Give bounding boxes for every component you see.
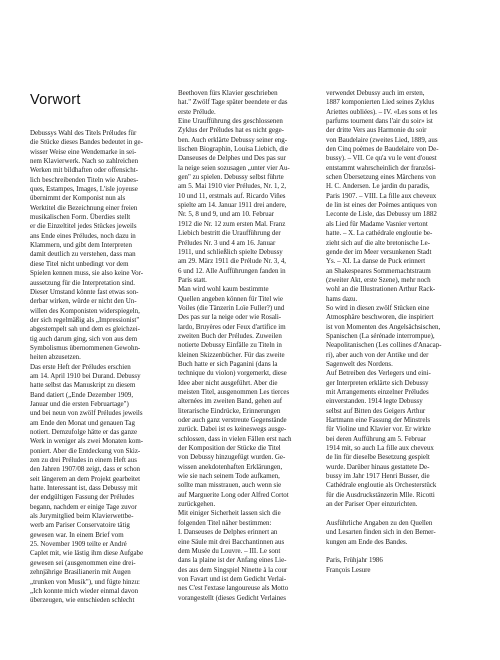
text-line (326, 509, 469, 518)
text-line: H. C. Andersen. Le jardin du paradis, (326, 182, 430, 191)
text-line: lich beschreibenden Titeln wie Arabes- (30, 175, 139, 184)
text-line: einverstanden. 1914 legte Debussy (326, 397, 423, 406)
text-line: ans Ende eines Préludes, noch dazu in (30, 231, 136, 240)
text-line: zen zu drei Préludes in einem Heft aus (30, 456, 137, 465)
text-line: wurde. Darüber hinaus gestattete De- (326, 462, 430, 471)
text-line: gende der im Meer versunkenen Stadt (326, 247, 432, 256)
text-line: damit deutlich zu verstehen, dass man (30, 250, 136, 259)
text-line: wie sie nach seinem Tode aufkamen, (178, 472, 280, 481)
text-line: heiten abzusetzen. (30, 353, 81, 362)
text-line: musikalischen Form. Überdies stellt (30, 213, 131, 222)
text-line: von Baudelaire (zweites Lied, 1889, aus (326, 135, 438, 144)
text-line: de lin ist eines der Poèmes antiques von (326, 201, 437, 210)
text-line: eine Säule mit drei Bacchantinnen aus (178, 537, 285, 546)
text-line: entstammt wahrscheinlich der französi- (326, 163, 436, 172)
text-line: gewesen war. In einem Brief vom (30, 530, 124, 539)
text-line: und bei neun von zwölf Préludes jeweils (30, 409, 143, 418)
text-line: Werktitel die Bezeichnung einer freien (30, 203, 138, 212)
text-line: Paris, Frühjahr 1986 (326, 556, 383, 565)
text-line: vorangestellt (dieses Gedicht Verlaines (178, 593, 286, 602)
text-line: die Stücke dieses Bandes bedeutet in ge- (30, 138, 143, 147)
text-line: (zweiter Akt, erste Szene), mehr noch (326, 275, 431, 284)
text-line: 10 und 11, erstmals auf. Ricardo Viñes (178, 191, 286, 200)
text-line: am 29. März 1911 die Prélude Nr. 3, 4, (178, 257, 287, 266)
text-line: ques, Estampes, Images, L'isle joyeuse (30, 185, 138, 194)
text-line: er die Einzeltitel jedes Stückes jeweils (30, 222, 137, 231)
text-line: am 5. Mai 1910 vier Préludes, Nr. 1, 2, (178, 182, 287, 191)
text-line: Spielen kennen muss, sie also keine Vor- (30, 269, 144, 278)
text-line: Leconte de Lisle, das Debussy um 1882 (326, 210, 437, 219)
text-line: wohl an die Illustrationen Arthur Rack- (326, 285, 436, 294)
text-line: überzeugen, wie entschieden schlecht (30, 596, 135, 605)
text-line: als Lied für Madame Vasnier vertont (326, 219, 428, 228)
text-line: 1914 mit, so auch La fille aux cheveux (326, 444, 434, 453)
text-line: 25. November 1909 teilte er André (30, 540, 127, 549)
text-line: Préludes Nr. 3 und 4 am 16. Januar (178, 238, 276, 247)
text-line: den Cinq poèmes de Baudelaire von De- (326, 145, 439, 154)
text-line: Paris statt. (178, 275, 207, 284)
text-line: I. Danseuses de Delphes erinnert an (178, 528, 278, 537)
text-line: de lin für dieselbe Besetzung gespielt (326, 453, 430, 462)
text-line: für die Ausdruckstänzerin Mlle. Ricotti (326, 490, 435, 499)
text-line: kleinen Skizzenbücher. Für das zweite (178, 350, 285, 359)
text-line: der endgültigen Fassung der Préludes (30, 493, 135, 502)
text-line: sollte man misstrauen, auch wenn sie (178, 481, 282, 490)
text-line: Quellen angeben können für Titel wie (178, 294, 284, 303)
text-line: hams dazu. (326, 294, 358, 303)
text-line: von Debussy hinzugefügt wurden. Ge- (178, 453, 286, 462)
text-line: erste Prélude. (178, 107, 216, 116)
text-line: notiert. Demzufolge hätte er das ganze (30, 428, 138, 436)
text-line: dans la plaine ist der Anfang eines Lie- (178, 556, 287, 565)
text-line: Ys. – XI. La danse de Puck erinnert (326, 257, 426, 266)
text-line: alternées im zweiten Band, gehen auf (178, 397, 283, 406)
text-line: zurück. Dabei ist es keineswegs ausge- (178, 425, 287, 434)
text-line: Eine Uraufführung des geschlossenen (178, 117, 283, 126)
text-line: übernimmt der Komponist nun als (30, 194, 126, 203)
text-line: Spanischen (La sérénade interrompue), (326, 331, 435, 340)
text-line: abgestempelt sah und dem es gleichzei- (30, 325, 140, 334)
text-line: bussy). – VII. Ce qu'a vu le vent d'ouest (326, 154, 437, 163)
text-line: Idee aber nicht ausgeführt. Aber die (178, 378, 278, 387)
text-line: diese Titel nicht unbedingt vor dem (30, 259, 129, 268)
text-line: Voiles (die Tänzerin Loïe Fuller?) und (178, 303, 285, 312)
text-line: des aus dem Singspiel Ninette à la cour (178, 565, 288, 574)
text-line: selbst auf Bitten des Geigers Arthur (326, 406, 426, 415)
text-line: an der Pariser Oper einzurichten. (326, 500, 418, 509)
text-line: Hartmann eine Fassung der Minstrels (326, 416, 431, 425)
text-line: der dritte Vers aus Harmonie du soir (326, 126, 427, 135)
text-line: Des pas sur la neige oder wie Rosali- (178, 313, 282, 322)
text-line: Januar und die ersten Februartage") (30, 399, 129, 408)
text-line: Dieser Umstand könnte fast etwas son- (30, 287, 139, 296)
text-line: an Shakespeares Sommernachtstraum (326, 266, 431, 275)
text-line: bussy im Jahr 1917 Henri Busser, die (326, 472, 430, 481)
text-line: begann, nachdem er einige Tage zuvor (30, 502, 137, 511)
text-line: zehnjährige Brasilianerin mit Augen (30, 568, 131, 577)
text-line: dem Musée du Louvre. – III. Le sont (178, 546, 281, 555)
text-line: ist von Momenten des Angelsächsischen, (326, 322, 441, 331)
text-line: für Violine und Klavier vor. Er wirkte (326, 425, 431, 434)
text-line: kungen am Ende des Bandes. (326, 537, 408, 546)
text-line: 1887 komponierten Lied seines Zyklus (326, 98, 435, 107)
text-line: Cathédrale engloutie als Orchesterstück (326, 481, 437, 490)
text-line: Danseuses de Delphes und Des pas sur (178, 154, 286, 163)
text-line: literarische Eindrücke, Erinnerungen (178, 406, 281, 415)
text-line: ger Interpreten erklärte sich Debussy (326, 378, 429, 387)
text-line: meisten Titel, ausgenommen Les tierces (178, 388, 290, 396)
text-line: gen" zu spielen. Debussy selbst führte (178, 173, 284, 182)
text-line: Auf Betreiben des Verlegers und eini- (326, 369, 431, 378)
text-line: 6 und 12. Alle Aufführungen fanden in (178, 266, 286, 275)
text-line: von Favart und ist dem Gedicht Verlai- (178, 574, 287, 583)
text-line: Liebich bestritt die Uraufführung der (178, 229, 281, 238)
text-line: Mit einiger Sicherheit lassen sich die (178, 509, 281, 518)
text-line: bei deren Aufführung am 5. Februar (326, 434, 427, 443)
text-line: Beethoven fürs Klavier geschrieben (178, 89, 278, 97)
text-line: am 14. April 1910 bei Durand. Debussy (30, 371, 141, 380)
text-line: als Jurymitglied beim Klavierwettbe- (30, 512, 134, 521)
text-line: Sagenwelt des Nordens. (326, 359, 393, 368)
text-line: So wird in diesen zwölf Stücken eine (326, 303, 430, 312)
text-line: ben. Auch erklärte Debussy seiner eng- (178, 135, 288, 144)
text-line: Zyklus der Préludes hat es nicht gege- (178, 126, 284, 135)
text-line: nes C'est l'extase langoureuse als Motto (178, 584, 289, 593)
text-line: poniert. Aber die Entdeckung von Skiz- (30, 446, 141, 455)
text-line: Klammern, und gibt dem Interpreten (30, 241, 132, 250)
text-column-2 (178, 89, 321, 603)
text-line: „trunken von Musik"), und fügte hinzu: (30, 577, 140, 586)
text-line: aussetzung für die Interpretation sind. (30, 278, 135, 287)
text-line: Das erste Heft der Préludes erschien (30, 362, 131, 371)
text-line: der Komposition der Stücke die Titel (178, 444, 281, 453)
text-line: technique du violon) vorgemerkt, diese (178, 369, 287, 378)
text-line: la neige seien sozusagen „unter vier Au- (178, 163, 290, 172)
text-line: Buch hatte er sich Paganini (dans la (178, 359, 278, 368)
text-line: hatte. – X. La cathédrale engloutie be- (326, 229, 433, 238)
text-line: lardo, Bruyères oder Feux d'artifice im (178, 322, 286, 331)
text-line: spielte am 14. Januar 1911 drei andere, (178, 201, 287, 210)
text-line: hatte selbst das Manuskript zu diesem (30, 381, 136, 390)
text-column-3 (326, 89, 469, 575)
text-line: Atmosphäre beschworen, die inspiriert (326, 313, 434, 322)
text-line: den Jahren 1907/08 zeigt, dass er schon (30, 465, 141, 474)
text-line: schen Übersetzung eines Märchens von (326, 173, 436, 182)
text-line: wisser Weise eine Wendemarke in sei- (30, 147, 137, 156)
text-line: Man wird wohl kaum bestimmte (178, 285, 269, 294)
text-line: auf Marguerite Long oder Alfred Cortot (178, 490, 289, 499)
text-line: willen des Komponisten widerspiegeln, (30, 306, 140, 315)
text-line: tig auch darum ging, sich von aus dem (30, 334, 138, 343)
text-line: folgenden Titel näher bestimmen: (178, 518, 272, 527)
text-line: Ariettes oubliées). – IV. «Les sons et les (326, 107, 438, 116)
text-line: und Lesarten finden sich in den Bemer- (326, 528, 436, 537)
text-line: werb am Pariser Conservatoire tätig (30, 521, 130, 530)
text-line: zieht sich auf die alte bretonische Le- (326, 238, 431, 247)
text-line: notierte Debussy Einfälle zu Titeln in (178, 341, 282, 350)
text-line: zweiten Buch der Préludes. Zuweilen (178, 331, 282, 340)
text-line: Werk in weniger als zwei Monaten kom- (30, 437, 144, 446)
text-line: gewesen sei (ausgenommen eine drei- (30, 558, 136, 567)
text-line: Band datiert („Ende Dezember 1909, (30, 390, 134, 399)
text-line: Caplet mit, wie lästig ihm diese Aufgabe (30, 549, 144, 558)
text-line: Ausführliche Angaben zu den Quellen (326, 518, 433, 527)
text-line: schlossen, dass in vielen Fällen erst nach (178, 434, 292, 443)
page-title: Vorwort (30, 92, 81, 108)
text-line: derbar wirken, würde er nicht den Un- (30, 297, 137, 306)
text-column-1 (30, 129, 173, 606)
text-line: am Ende den Monat und genauen Tag (30, 418, 135, 427)
text-line: Debussys Wahl des Titels Préludes für (30, 129, 137, 137)
text-line: Werken mit bildhaften oder offensicht- (30, 166, 138, 175)
text-line: lischen Biographin, Louisa Liebich, die (178, 145, 288, 154)
text-line: verwendet Debussy auch im ersten, (326, 89, 425, 97)
text-line: 1912 die Nr. 12 zum ersten Mal. Franz (178, 219, 286, 228)
text-line: nem Klavierwerk. Nach so zahlreichen (30, 157, 139, 166)
text-line: seit längerem an dem Projekt gearbeitet (30, 474, 140, 483)
text-line: Paris 1907. – VIII. La fille aux cheveux (326, 191, 437, 200)
text-line: wissen anekdotenhaften Erklärungen, (178, 462, 283, 471)
text-line: Symbolismus übernommenen Gewohn- (30, 343, 141, 352)
text-line (326, 547, 469, 556)
text-line: „Ich konnte mich wieder einmal davon (30, 586, 139, 595)
text-line: zurückgehen. (178, 500, 216, 509)
text-line: 1911, und schließlich spielte Debussy (178, 247, 283, 256)
text-line: hat." Zwölf Tage später beendete er das (178, 98, 288, 107)
text-line: Neapolitanischen (Les collines d'Anacap- (326, 341, 442, 350)
text-line: parfums tournent dans l'air du soir» ist (326, 117, 433, 126)
text-line: hatte. Interessant ist, dass Debussy mit (30, 484, 138, 493)
text-line: ri), aber auch von der Antike und der (326, 350, 429, 359)
text-line: Nr. 5, 8 und 9, und am 10. Februar (178, 210, 274, 219)
text-line: der sich regelmäßig als „Impressionist" (30, 315, 140, 324)
text-line: François Lesure (326, 565, 371, 574)
text-line: mit Arrangements einzelner Préludes (326, 388, 429, 396)
text-line: oder auch ganz verstreute Gegenstände (178, 416, 287, 425)
